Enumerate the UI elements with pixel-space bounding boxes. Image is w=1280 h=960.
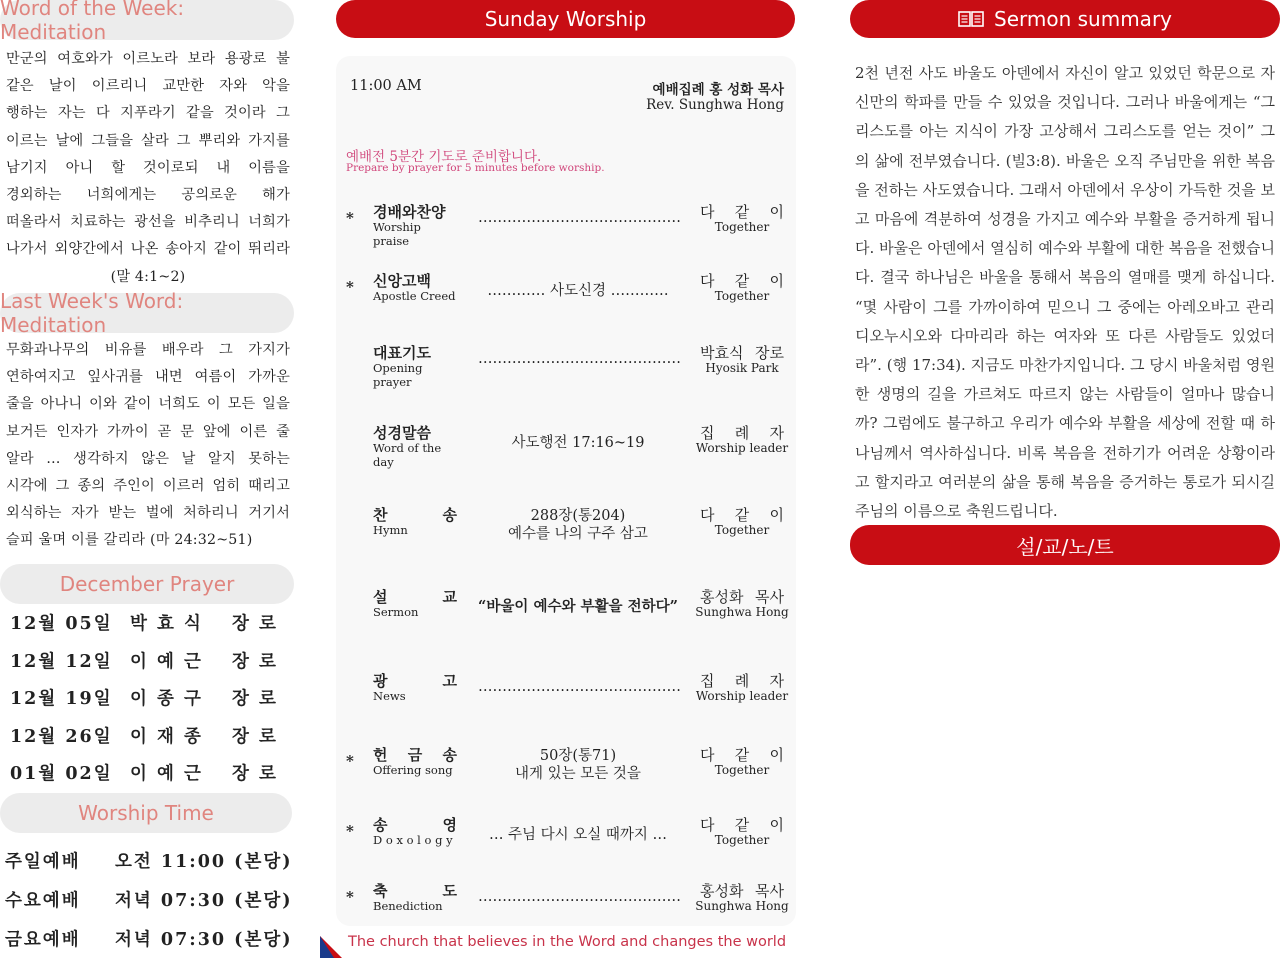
worship-item xyxy=(336,814,796,854)
prayer-name: 이 예 근 xyxy=(130,764,203,785)
worship-time-row xyxy=(0,841,296,880)
worship-item xyxy=(336,342,796,389)
worship-item-name: 찬 송 xyxy=(373,506,457,524)
prayer-row xyxy=(0,754,296,792)
last-week-ref: 슬피 울며 이를 갈리라 (마 24:32~51) xyxy=(6,532,253,549)
worship-item-leader-en: Hyosik Park xyxy=(705,361,779,375)
worship-item xyxy=(336,670,796,710)
worship-item-leader: 다 같 이 xyxy=(700,506,784,524)
worship-item-leader-en: Sunghwa Hong xyxy=(695,899,789,913)
worship-item-detail: … 주님 다시 오실 때까지 … xyxy=(488,827,668,843)
december-prayer-header: December Prayer xyxy=(0,564,294,604)
worship-item-detail: “바울이 예수와 부활을 전하다” xyxy=(478,598,678,615)
worship-item-detail: …………………………………… xyxy=(478,351,681,367)
prep-note-en: Prepare by prayer for 5 minutes before worship. xyxy=(346,162,605,174)
prayer-date: 12월 19일 xyxy=(10,689,113,710)
worship-item-star: * xyxy=(346,822,354,840)
middle-column xyxy=(336,0,796,960)
prayer-name: 이 종 구 xyxy=(130,689,203,710)
sermon-summary-header xyxy=(850,0,1280,38)
worship-item-leader-en: Together xyxy=(714,833,770,847)
worship-item-name-en: News xyxy=(373,689,406,703)
worship-item-star: * xyxy=(346,278,354,296)
worship-item-leader: 박효식 장로 xyxy=(700,344,784,362)
worship-item xyxy=(336,880,796,920)
worship-item-name-en: Sermon xyxy=(373,605,419,619)
prayer-role: 장 로 xyxy=(232,764,278,785)
worship-item xyxy=(336,270,796,310)
worship-leader-ko: 예배집례 홍 성화 목사 xyxy=(652,82,784,98)
worship-item-name-en: Hymn xyxy=(373,523,408,537)
prayer-name: 이 재 종 xyxy=(130,726,203,747)
prayer-date: 12월 12일 xyxy=(10,651,113,672)
service-time: 오전 11:00 (본당) xyxy=(115,852,293,872)
worship-item-name: 광 고 xyxy=(373,672,457,690)
worship-item-name-en: Word of the day xyxy=(373,441,442,469)
worship-item-name-en: Offering song xyxy=(373,763,453,777)
word-of-week-ref: (말 4:1~2) xyxy=(110,268,186,285)
worship-item-name: 축 도 xyxy=(373,882,457,900)
verse-line: 무화과나무의 비유를 배우라 그 가지가 xyxy=(6,342,290,358)
worship-time: 11:00 AM xyxy=(350,78,422,94)
prayer-date: 12월 05일 xyxy=(10,614,113,635)
worship-item-name: 송 영 xyxy=(373,816,457,834)
worship-item-detail: ………… 사도신경 ………… xyxy=(487,283,669,299)
prep-note-ko: 예배전 5분간 기도로 준비합니다. xyxy=(346,149,542,165)
worship-item-leader-en: Worship leader xyxy=(695,441,789,455)
word-of-week-header: Word of the Week: Meditation xyxy=(0,0,294,40)
worship-time-row xyxy=(0,880,296,919)
service-name: 수요예배 xyxy=(5,891,81,911)
sermon-summary-title: Sermon summary xyxy=(994,7,1172,31)
verse-line: 떠올라서 치료하는 광선을 비추리니 너희가 xyxy=(6,214,290,231)
church-slogan: The church that believes in the Word and changes the world xyxy=(348,934,787,950)
verse-line: 줄을 아나니 이와 같이 너희도 이 모든 일을 xyxy=(6,396,290,413)
word-of-week-text xyxy=(0,46,296,291)
worship-item-name: 경배와찬양 xyxy=(373,203,446,221)
worship-item-leader: 다 같 이 xyxy=(700,746,784,764)
worship-item-name-en: Apostle Creed xyxy=(373,289,456,303)
worship-item-detail: …………………………………… xyxy=(478,210,681,226)
worship-time-list xyxy=(0,841,296,958)
worship-item-leader: 다 같 이 xyxy=(700,272,784,290)
verse-line: 이르는 날에 그들을 살라 그 뿌리와 가지를 xyxy=(6,132,290,149)
worship-item-leader: 홍성화 목사 xyxy=(700,882,784,900)
worship-item-leader: 홍성화 목사 xyxy=(700,588,784,606)
worship-item xyxy=(336,422,796,469)
worship-item-detail: 사도행전 17:16~19 xyxy=(511,435,645,451)
last-week-text xyxy=(0,337,296,555)
worship-item-name: 성경말씀 xyxy=(373,424,431,442)
worship-item-star: * xyxy=(346,888,354,906)
prayer-row xyxy=(0,679,296,717)
prayer-date: 01월 02일 xyxy=(10,764,113,785)
verse-line: 행하는 자는 다 지푸라기 같을 것이라 그 xyxy=(6,105,290,122)
worship-item-leader-en: Together xyxy=(714,763,770,777)
prayer-name: 이 예 근 xyxy=(130,651,203,672)
verse-line: 남기지 아니 할 것이로되 내 이름을 xyxy=(6,159,290,176)
worship-item xyxy=(336,504,796,544)
worship-item-leader-en: Together xyxy=(714,289,770,303)
verse-line: 나가서 외양간에서 나온 송아지 같이 뛰리라 xyxy=(6,241,290,258)
sermon-summary-text: 2천 년전 사도 바울도 아덴에서 자신이 알고 있었던 학문으로 자신만의 학파를 만들 수 있었을 것입니다. 그러나 바울에게는 “그리스도를 아는 지식이 가장 고상해서 그리스도를 얻는 것이” 그의 삶에 전부였습니다. (빌3:8). 바울은 오직 주님만을 위한 복음을 전하는 사도였습니다. 그래서 아덴에서 우상이 가득한 것을 보고 마음에 격분하여 성경을 가지고 예수와 부활을 증거하게 됩니다. 바울은 아덴에서 열심히 예수와 부활에 대한 복음을 전했습니다. 결국 하나님은 바울을 통해서 복음의 열매를 맺게 하십니다. “몇 사람이 그를 가까이하여 믿으니 그 중에는 아레오바고 관리 디오누시오와 다마리라 하는 여자와 또 다른 사람들도 있었더라”. (행 17:34). 지금도 마찬가지입니다. 그 당시 바울처럼 영원한 생명의 길을 가르쳐도 따르지 않는 사람들이 얼마나 많습니까? 그럼에도 불구하고 우리가 예수와 부활을 세상에 전할 때 하나님께서 역사하십니다. 비록 복음을 전하기가 어려운 상황이라고 할지라고 여러분의 삶을 통해 복음을 증거하는 통로가 되시길 주님의 이름으로 축원드립니다. xyxy=(855,64,1275,521)
sermon-notes-header: 설/교/노/트 xyxy=(850,525,1280,565)
worship-item-name: 헌 금 송 xyxy=(373,746,457,764)
worship-item-detail: 50장(통71) xyxy=(539,748,617,764)
worship-item-detail-2: 내게 있는 모든 것을 xyxy=(515,766,641,782)
worship-item-leader: 집 례 자 xyxy=(700,424,784,442)
worship-item-name-en: Benediction xyxy=(373,899,443,913)
worship-item-leader-en: Worship leader xyxy=(695,689,789,703)
worship-time-row xyxy=(0,919,296,958)
worship-item-detail-2: 예수를 나의 구주 삼고 xyxy=(508,526,648,542)
open-book-icon xyxy=(958,10,984,28)
worship-item-name: 대표기도 xyxy=(373,344,431,362)
worship-item-leader-en: Together xyxy=(714,220,770,234)
worship-item-star: * xyxy=(346,752,354,770)
verse-line: 보거든 인자가 가까이 곧 문 앞에 이른 줄 xyxy=(6,423,290,440)
worship-item xyxy=(336,744,796,784)
sunday-worship-header: Sunday Worship xyxy=(336,0,795,38)
worship-item-name-en: D o x o l o g y xyxy=(373,833,453,847)
prayer-role: 장 로 xyxy=(232,689,278,710)
worship-item-detail: …………………………………… xyxy=(478,679,681,695)
verse-line: 외식하는 자가 받는 벌에 처하리니 거기서 xyxy=(6,505,290,522)
service-name: 주일예배 xyxy=(5,852,81,872)
verse-line: 경외하는 너희에게는 공의로운 해가 xyxy=(6,187,290,204)
prayer-role: 장 로 xyxy=(232,614,278,635)
prayer-date: 12월 26일 xyxy=(10,726,113,747)
worship-item-name: 신앙고백 xyxy=(373,272,431,290)
worship-item-leader-en: Together xyxy=(714,523,770,537)
service-name: 금요예배 xyxy=(5,930,81,950)
worship-item-leader: 집 례 자 xyxy=(700,672,784,690)
prayer-role: 장 로 xyxy=(232,651,278,672)
verse-line: 시각에 그 종의 주인이 이르러 엄히 때리고 xyxy=(6,478,290,495)
worship-item-leader: 다 같 이 xyxy=(700,203,784,221)
prayer-row xyxy=(0,642,296,680)
worship-leader-en: Rev. Sunghwa Hong xyxy=(646,97,784,113)
service-time: 저녁 07:30 (본당) xyxy=(115,891,293,911)
worship-item xyxy=(336,586,796,626)
worship-item-name-en: Opening prayer xyxy=(373,361,423,389)
service-time: 저녁 07:30 (본당) xyxy=(115,930,293,950)
worship-item-leader: 다 같 이 xyxy=(700,816,784,834)
prayer-row xyxy=(0,717,296,755)
worship-item-name-en: Worship praise xyxy=(373,220,421,248)
last-week-header: Last Week's Word: Meditation xyxy=(0,293,294,333)
worship-item-detail: 288장(통204) xyxy=(530,508,626,524)
worship-item-name: 설 교 xyxy=(373,588,457,606)
prayer-role: 장 로 xyxy=(232,726,278,747)
worship-item-star: * xyxy=(346,209,354,227)
prayer-list xyxy=(0,604,296,792)
verse-line: 같은 날이 이르리니 교만한 자와 악을 xyxy=(6,78,290,95)
worship-item xyxy=(336,201,796,248)
verse-line: 만군의 여호와가 이르노라 보라 용광로 불 xyxy=(6,51,290,67)
worship-order-box xyxy=(336,56,796,926)
prayer-name: 박 효 식 xyxy=(130,614,203,635)
prayer-row xyxy=(0,604,296,642)
worship-time-header: Worship Time xyxy=(0,793,292,833)
corner-triangle-icon xyxy=(320,936,342,958)
worship-item-leader-en: Sunghwa Hong xyxy=(695,605,789,619)
worship-item-detail: …………………………………… xyxy=(478,889,681,905)
verse-line: 알라 … 생각하지 않은 날 알지 못하는 xyxy=(6,450,290,467)
verse-line: 연하여지고 잎사귀를 내면 여름이 가까운 xyxy=(6,369,290,386)
